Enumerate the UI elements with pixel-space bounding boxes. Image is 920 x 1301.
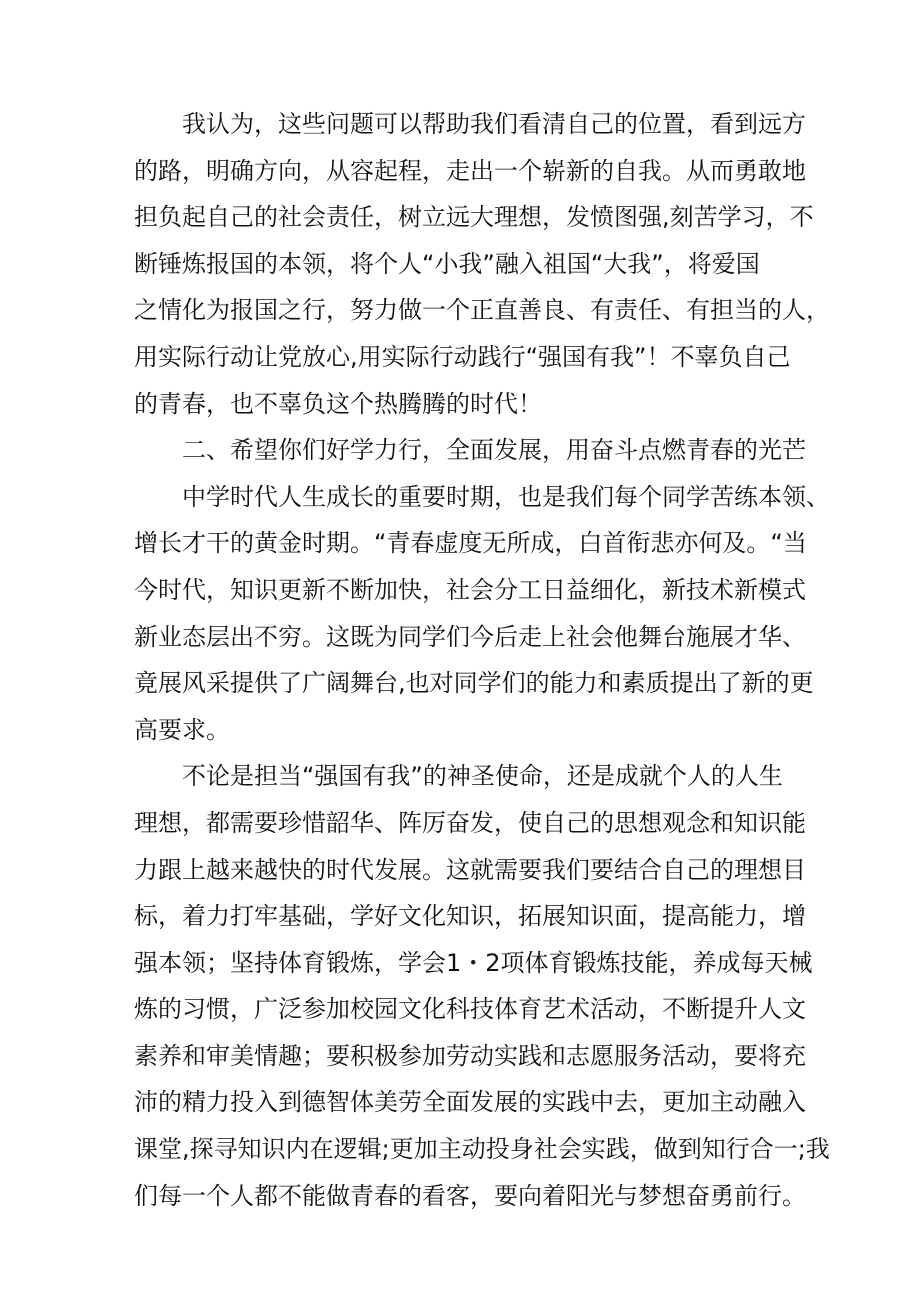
text-line: 我认为，这些问题可以帮助我们看清自己的位置，看到远方 — [182, 110, 806, 138]
text-line: 的青春，也不辜负这个热腾腾的时代！ — [134, 389, 542, 418]
section-heading: 二、希望你们好学力行，全面发展，用奋斗点燃青春的光芒 — [182, 436, 806, 465]
text-line: 强本领；坚持体育锻炼，学会1・2项体育锻炼技能，养成每天械 — [134, 948, 813, 977]
text-line: 增长才干的黄金时期。“青春虚度无所成，白首衔悲亦何及。“当 — [134, 529, 807, 558]
text-line: 标，着力打牢基础，学好文化知识，拓展知识面，提高能力，增 — [134, 902, 806, 931]
text-line: 的路，明确方向，从容起程，走出一个崭新的自我。从而勇敢地 — [134, 156, 806, 185]
text-line: 高要求。 — [134, 715, 230, 744]
text-line: 断锤炼报国的本领，将个人“小我”融入祖国“大我”，将爱国 — [134, 249, 760, 278]
text-line: 之情化为报国之行，努力做一个正直善良、有责任、有担当的人， — [134, 296, 830, 325]
text-line: 力跟上越来越快的时代发展。这就需要我们要结合自己的理想目 — [134, 855, 806, 884]
text-line: 新业态层出不穷。这既为同学们今后走上社会他舞台施展才华、 — [134, 622, 806, 651]
text-line: 担负起自己的社会责任，树立远大理想，发愤图强,刻苦学习，不 — [134, 203, 814, 232]
text-line: 今时代，知识更新不断加快，社会分工日益细化，新技术新模式 — [134, 575, 806, 604]
document-body — [134, 101, 830, 1219]
text-line: 素养和审美情趣；要积极参加劳动实践和志愿服务活动，要将充 — [134, 1041, 806, 1070]
text-line: 中学时代人生成长的重要时期，也是我们每个同学苦练本领、 — [182, 482, 830, 511]
text-line: 不论是担当“强国有我”的神圣使命，还是成就个人的人生 — [182, 762, 783, 791]
text-line: 沛的精力投入到德智体美劳全面发展的实践中去，更加主动融入 — [134, 1088, 806, 1117]
text-line: 用实际行动让党放心,用实际行动践行“强国有我”！不辜负自己 — [134, 342, 791, 371]
text-line: 们每一个人都不能做青春的看客，要向着阳光与梦想奋勇前行。 — [134, 1181, 806, 1210]
text-line: 课堂,探寻知识内在逻辑;更加主动投身社会实践，做到知行合一;我 — [134, 1135, 830, 1164]
text-line: 理想，都需要珍惜韶华、阵厉奋发，使自己的思想观念和知识能 — [134, 808, 806, 837]
text-line: 炼的习惯，广泛参加校园文化科技体育艺术活动，不断提升人文 — [134, 995, 806, 1024]
text-line: 竟展风采提供了广阔舞台,也对同学们的能力和素质提出了新的更 — [134, 669, 814, 698]
